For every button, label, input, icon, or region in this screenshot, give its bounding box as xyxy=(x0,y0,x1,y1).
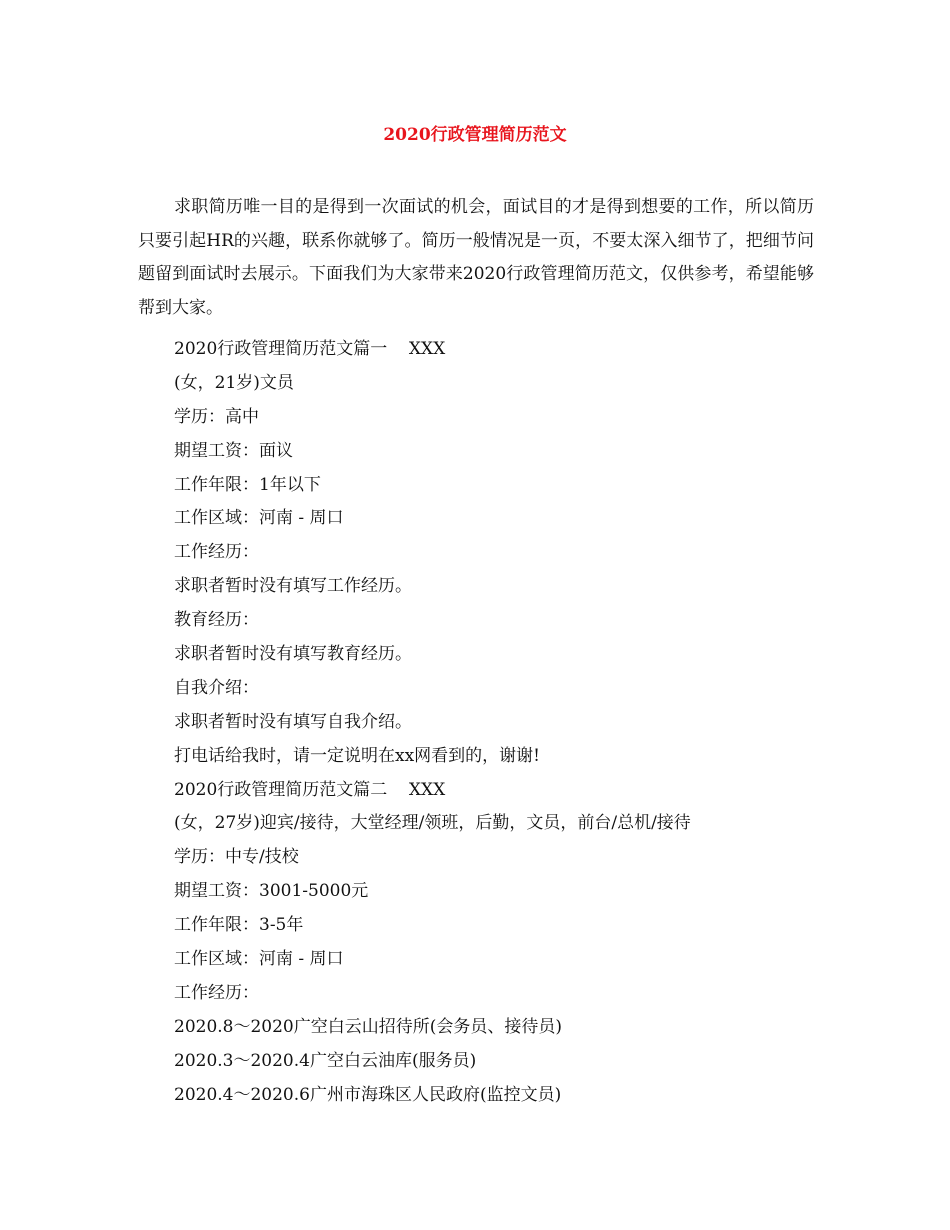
text-line: (女，21岁)文员 xyxy=(174,372,294,393)
text-line: 求职者暂时没有填写工作经历。 xyxy=(174,576,412,597)
text-line: 求职者暂时没有填写自我介绍。 xyxy=(174,711,412,732)
text-line: 工作经历： xyxy=(174,982,259,1003)
text-line: 工作年限：3-5年 xyxy=(174,915,304,936)
text-line: 2020.4～2020.6广州市海珠区人民政府(监控文员) xyxy=(174,1084,562,1105)
text-line: 2020.8～2020广空白云山招待所(会务员、接待员) xyxy=(174,1016,563,1037)
text-line: 工作年限：1年以下 xyxy=(174,474,321,495)
text-line: 自我介绍： xyxy=(174,677,259,698)
document-title: 2020行政管理简历范文 xyxy=(383,125,567,145)
text-line: 期望工资：3001-5000元 xyxy=(174,881,369,902)
intro-paragraph: 求职简历唯一目的是得到一次面试的机会，面试目的才是得到想要的工作，所以简历只要引起HR的兴趣，联系你就够了。简历一般情况是一页，不要太深入细节了，把细节问题留到面试时去展示。下面我们为大家带来2020行政管理简历范文，仅供参考，希望能够帮到大家。 xyxy=(138,197,814,318)
text-line: 工作区域：河南 - 周口 xyxy=(174,949,344,970)
text-line: 2020.3～2020.4广空白云油库(服务员) xyxy=(174,1050,477,1071)
text-line: (女，27岁)迎宾/接待，大堂经理/领班，后勤，文员，前台/总机/接待 xyxy=(174,813,691,834)
text-line: 教育经历： xyxy=(174,610,259,631)
resume-lines xyxy=(174,333,814,1112)
text-line: 2020行政管理简历范文篇一 XXX xyxy=(174,339,446,359)
text-line: 学历：高中 xyxy=(174,406,259,427)
text-line: 求职者暂时没有填写教育经历。 xyxy=(174,644,412,665)
text-line: 期望工资：面议 xyxy=(174,440,293,461)
text-line: 打电话给我时，请一定说明在xx网看到的，谢谢! xyxy=(174,745,541,766)
text-line: 工作经历： xyxy=(174,542,259,563)
text-line: 学历：中专/技校 xyxy=(174,847,299,868)
text-line: 工作区域：河南 - 周口 xyxy=(174,508,344,529)
text-line: 2020行政管理简历范文篇二 XXX xyxy=(174,779,446,800)
